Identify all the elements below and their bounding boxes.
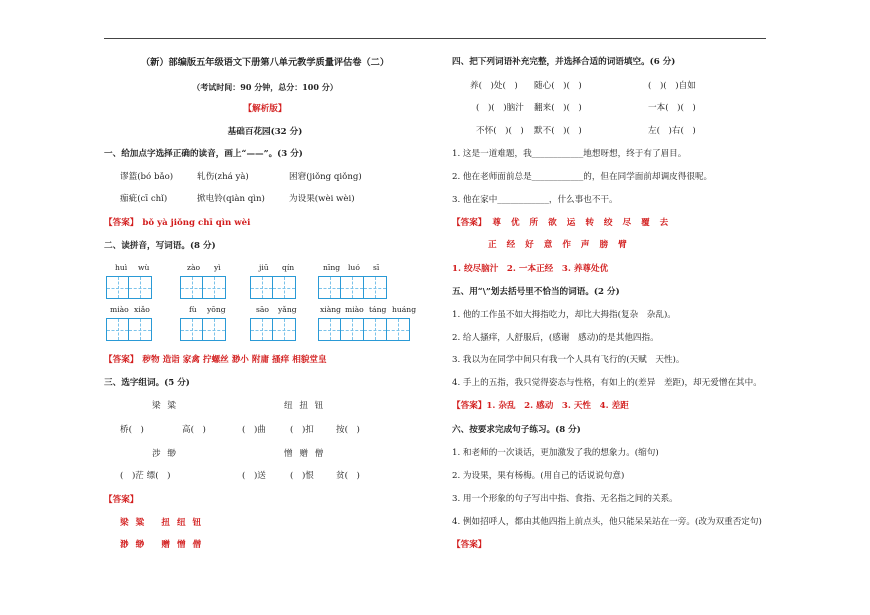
pinyin: sāo	[256, 305, 269, 314]
q1-item: 谬篮(bó bǎo)	[120, 172, 174, 182]
answer-tag: 【答案】	[104, 218, 139, 228]
writing-boxes[interactable]	[250, 276, 296, 299]
pinyin: xiàng	[320, 305, 341, 314]
answer-tag: 【答案】	[452, 218, 487, 228]
pinyin: miào	[345, 305, 364, 314]
pinyin: zào	[187, 263, 201, 272]
writing-boxes[interactable]	[106, 276, 152, 299]
answer-tag: 【答案】	[452, 401, 487, 411]
q4-blank[interactable]: 随心( )( )	[534, 81, 582, 91]
q1-item: 痂疵(cī chǐ)	[120, 194, 168, 204]
q3-chars: 纽 扭 钮	[284, 401, 324, 411]
pinyin: nīng	[323, 263, 341, 272]
q5-title: 五、用“\”划去括号里不恰当的词语。(2 分)	[452, 287, 620, 297]
q3-blank[interactable]: ( )送	[242, 471, 266, 481]
top-rule	[104, 38, 766, 39]
answer-text: 秽物 造诣 家禽 拧螺丝 渺小 附庸 搔痒 相貌堂皇	[142, 355, 327, 365]
writing-boxes[interactable]	[318, 276, 387, 299]
q6-title: 六、按要求完成句子练习。(8 分)	[452, 425, 581, 435]
q1-item: 掀电铃(qiàn qìn)	[197, 194, 265, 204]
pinyin: yǎng	[278, 305, 297, 314]
answer-text: 正 经 好 意 作 声 膀 臂	[488, 240, 627, 250]
q4-blank[interactable]: 默不( )( )	[534, 126, 582, 136]
answer-tag: 【答案】	[452, 540, 487, 550]
exam-info: （考试时间：90 分钟，总分：100 分）	[192, 82, 338, 92]
q3-blank[interactable]: ( )曲	[242, 425, 266, 435]
writing-boxes[interactable]	[318, 318, 410, 341]
q5-sentence: 1. 他的工作虽不如大拇指吃力，却比大拇指(复杂 杂乱)。	[452, 310, 676, 320]
pinyin: huì	[115, 263, 128, 272]
answer-text: 1. 杂乱 2. 感动 3. 天性 4. 差距	[486, 401, 629, 411]
writing-boxes[interactable]	[250, 318, 296, 341]
q1-item: 为设果(wèi wèi)	[289, 194, 355, 204]
q3-blank[interactable]: 桥( )	[120, 425, 144, 435]
q4-blank[interactable]: ( )( )脑汁	[476, 103, 524, 113]
q4-sentence: 2. 他在老师面前总是____________的，但在同学面前却调皮得很呢。	[452, 172, 713, 182]
q1-item: 困窘(jiǒng qiǒng)	[289, 172, 362, 182]
answer-text: 尊 优 所 欲 运 转 绞 尽 覆 去	[492, 218, 669, 228]
q4-sentence: 3. 他在家中____________，什么事也不干。	[452, 195, 618, 205]
q2-title: 二、读拼音，写词语。(8 分)	[104, 241, 216, 251]
pinyin: yì	[214, 263, 221, 272]
pinyin: miào	[110, 305, 129, 314]
pinyin: luó	[348, 263, 360, 272]
version-tag: 【解析版】	[243, 104, 287, 114]
answer-tag: 【答案】	[104, 495, 139, 505]
q3-blank[interactable]: 高( )	[182, 425, 206, 435]
pinyin: fù	[189, 305, 197, 314]
answer-text: 渺 缈 赠 憎 僧	[120, 540, 202, 550]
pinyin: qín	[282, 263, 295, 272]
q3-chars: 梁 粱	[152, 401, 176, 411]
q3-blank[interactable]: 按( )	[336, 425, 360, 435]
q4-blank[interactable]: ( )( )自如	[648, 81, 696, 91]
page-title: （新）部编版五年级语文下册第八单元教学质量评估卷（二）	[140, 57, 390, 68]
q3-blank[interactable]: ( )茫 缥( )	[120, 471, 171, 481]
q6-sentence: 2. 为设果，果有杨梅。(用自己的话说说句意)	[452, 471, 625, 481]
pinyin: sī	[373, 263, 380, 272]
q6-sentence: 4. 例如招呼人，都由其他四指上前点头，他只能呆呆站在一旁。(改为双重否定句)	[452, 517, 762, 527]
q4-blank[interactable]: 翻来( )( )	[534, 103, 582, 113]
q3-blank[interactable]: ( )扣	[290, 425, 314, 435]
q5-sentence: 4. 手上的五指，我只觉得姿态与性格，有如上的(差异 差距)，却无爱憎在其中。	[452, 378, 762, 388]
q4-blank[interactable]: 不怀( )( )	[476, 126, 524, 136]
q4-blank[interactable]: 左( )右( )	[648, 126, 696, 136]
pinyin: jiū	[259, 263, 269, 272]
pinyin: xiǎo	[134, 305, 150, 314]
q3-chars: 憎 赠 僧	[284, 449, 324, 459]
q2-answer	[104, 356, 327, 365]
q1-item: 轧伤(zhá yà)	[197, 172, 249, 182]
q1-title: 一、给加点字选择正确的读音，画上“——”。(3 分)	[104, 149, 303, 159]
q4-answer	[452, 219, 668, 228]
pinyin: yōng	[207, 305, 226, 314]
answer-tag: 【答案】	[104, 355, 139, 365]
pinyin: táng	[369, 305, 387, 314]
pinyin: huáng	[392, 305, 417, 314]
q6-sentence: 3. 用一个形象的句子写出中指、食指、无名指之间的关系。	[452, 494, 678, 504]
writing-boxes[interactable]	[106, 318, 152, 341]
q6-sentence: 1. 和老师的一次谈话，更加激发了我的想象力。(缩句)	[452, 448, 659, 458]
writing-boxes[interactable]	[180, 276, 226, 299]
q5-sentence: 2. 给人搔痒，人舒服后，(感谢 感动)的是其他四指。	[452, 333, 659, 343]
q5-answer	[452, 402, 629, 411]
q3-chars: 涉 缈	[152, 449, 176, 459]
q4-title: 四、把下列词语补充完整，并选择合适的词语填空。(6 分)	[452, 57, 676, 67]
q3-blank[interactable]: 贫( )	[336, 471, 360, 481]
answer-text: 梁 粱 扭 纽 钮	[120, 518, 202, 528]
section-title: 基础百花园(32 分)	[227, 127, 303, 137]
q3-title: 三、选字组词。(5 分)	[104, 378, 190, 388]
pinyin: wù	[138, 263, 150, 272]
q3-blank[interactable]: ( )恨	[290, 471, 314, 481]
q4-blank[interactable]: 一本( )( )	[648, 103, 696, 113]
q1-answer	[104, 219, 250, 228]
writing-boxes[interactable]	[180, 318, 226, 341]
q5-sentence: 3. 我以为在同学中间只有我一个人具有飞行的(天赋 天性)。	[452, 355, 685, 365]
answer-text: bǒ yà jiǒng chī qìn wèi	[142, 218, 251, 228]
q4-sentence: 1. 这是一道难题，我____________地想呀想，终于有了眉目。	[452, 149, 687, 159]
q4-blank[interactable]: 养( )处( )	[470, 81, 518, 91]
answer-text: 1. 绞尽脑汁 2. 一本正经 3. 养尊处优	[452, 264, 609, 274]
